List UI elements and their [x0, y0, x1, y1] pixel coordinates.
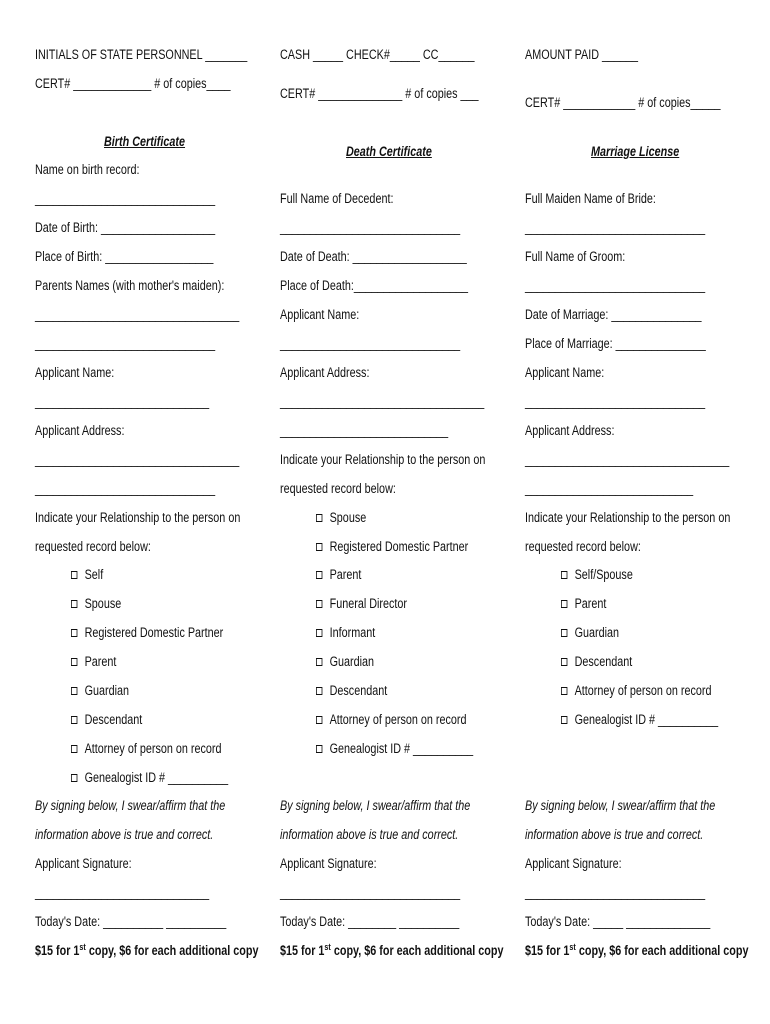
option-label: Spouse — [84, 596, 122, 611]
swear-statement-1: By signing below, I swear/affirm that the — [525, 798, 716, 813]
option-label: Informant — [329, 625, 376, 640]
option-label: Parent — [84, 654, 117, 669]
applicant-address-line-2[interactable]: ______________________________ — [35, 481, 216, 496]
applicant-name-label: Applicant Name: — [280, 307, 360, 322]
checkbox-icon[interactable] — [561, 571, 567, 579]
place-of-birth-field[interactable]: Place of Birth: __________________ — [35, 249, 214, 264]
name-on-birth-record-line[interactable]: ______________________________ — [35, 191, 216, 206]
date-of-birth-field[interactable]: Date of Birth: ___________________ — [35, 220, 216, 235]
applicant-name-line[interactable]: ______________________________ — [525, 394, 706, 409]
checkbox-icon[interactable] — [316, 745, 322, 753]
fee-sup: st — [569, 942, 576, 952]
checkbox-icon[interactable] — [316, 543, 322, 551]
option-attorney[interactable] — [561, 683, 711, 699]
full-name-decedent-label: Full Name of Decedent: — [280, 191, 394, 206]
option-parent[interactable] — [71, 654, 116, 670]
option-label: Attorney of person on record — [574, 683, 712, 698]
applicant-address-line-2[interactable]: ____________________________ — [525, 481, 694, 496]
relationship-instruction: Indicate your Relationship to the person on — [280, 452, 486, 467]
option-label: Descendant — [329, 683, 388, 698]
option-guardian[interactable] — [561, 625, 619, 641]
option-label: Registered Domestic Partner — [329, 539, 469, 554]
applicant-name-label: Applicant Name: — [525, 365, 605, 380]
option-registered-domestic-partner[interactable] — [316, 539, 468, 555]
option-label: Descendant — [574, 654, 633, 669]
applicant-signature-label: Applicant Signature: — [280, 856, 377, 871]
checkbox-icon[interactable] — [316, 629, 322, 637]
swear-statement-2: information above is true and correct. — [280, 827, 459, 842]
applicant-signature-label: Applicant Signature: — [525, 856, 622, 871]
amount-paid: AMOUNT PAID ______ — [525, 47, 639, 62]
checkbox-icon[interactable] — [71, 658, 77, 666]
checkbox-icon[interactable] — [316, 571, 322, 579]
option-spouse[interactable] — [316, 510, 366, 526]
option-label: Self — [84, 567, 104, 582]
option-label: Genealogist ID # __________ — [574, 712, 719, 727]
relationship-instruction-cont: requested record below: — [35, 539, 151, 554]
option-attorney[interactable] — [71, 741, 221, 757]
swear-statement-1: By signing below, I swear/affirm that the — [35, 798, 226, 813]
option-guardian[interactable] — [316, 654, 374, 670]
option-label: Genealogist ID # __________ — [329, 741, 474, 756]
name-on-birth-record-label: Name on birth record: — [35, 162, 140, 177]
option-genealogist[interactable] — [71, 770, 228, 786]
todays-date-field[interactable]: Today's Date: _____ ______________ — [525, 914, 711, 929]
swear-statement-2: information above is true and correct. — [525, 827, 704, 842]
applicant-address-label: Applicant Address: — [525, 423, 615, 438]
full-name-decedent-line[interactable]: ______________________________ — [280, 220, 461, 235]
option-descendant[interactable] — [71, 712, 142, 728]
applicant-address-line-1[interactable]: __________________________________ — [525, 452, 730, 467]
maiden-name-bride-label: Full Maiden Name of Bride: — [525, 191, 656, 206]
marriage-license-title: Marriage License — [591, 144, 680, 159]
option-label: Parent — [329, 567, 362, 582]
applicant-address-line-2[interactable]: ____________________________ — [280, 423, 449, 438]
parents-names-line-1[interactable]: __________________________________ — [35, 307, 240, 322]
place-of-death-field[interactable]: Place of Death:___________________ — [280, 278, 468, 293]
parents-names-label: Parents Names (with mother's maiden): — [35, 278, 225, 293]
fee-text: $15 for 1 — [35, 943, 80, 958]
fee-text: copy, $6 for each additional copy — [575, 943, 749, 958]
checkbox-icon[interactable] — [316, 716, 322, 724]
relationship-instruction-cont: requested record below: — [280, 481, 396, 496]
name-of-groom-line[interactable]: ______________________________ — [525, 278, 706, 293]
checkbox-icon[interactable] — [561, 658, 567, 666]
option-spouse[interactable] — [71, 596, 121, 612]
name-of-groom-label: Full Name of Groom: — [525, 249, 626, 264]
option-genealogist[interactable] — [316, 741, 473, 757]
death-certificate-title: Death Certificate — [346, 144, 432, 159]
applicant-address-label: Applicant Address: — [35, 423, 125, 438]
option-label: Guardian — [574, 625, 620, 640]
checkbox-icon[interactable] — [71, 629, 77, 637]
place-of-marriage-field[interactable]: Place of Marriage: _______________ — [525, 336, 706, 351]
birth-certificate-title: Birth Certificate — [104, 134, 186, 149]
checkbox-icon[interactable] — [71, 600, 77, 608]
option-attorney[interactable] — [316, 712, 466, 728]
checkbox-icon[interactable] — [316, 687, 322, 695]
option-descendant[interactable] — [561, 654, 632, 670]
applicant-signature-line[interactable]: ______________________________ — [280, 885, 461, 900]
applicant-name-line[interactable]: _____________________________ — [35, 394, 210, 409]
option-label: Parent — [574, 596, 607, 611]
checkbox-icon[interactable] — [316, 600, 322, 608]
parents-names-line-2[interactable]: ______________________________ — [35, 336, 216, 351]
fee-note — [525, 943, 748, 959]
fee-sup: st — [79, 942, 86, 952]
checkbox-icon[interactable] — [71, 745, 77, 753]
checkbox-icon[interactable] — [71, 716, 77, 724]
todays-date-field[interactable]: Today's Date: ________ __________ — [280, 914, 460, 929]
option-registered-domestic-partner[interactable] — [71, 625, 223, 641]
applicant-name-line[interactable]: ______________________________ — [280, 336, 461, 351]
option-label: Self/Spouse — [574, 567, 633, 582]
option-label: Spouse — [329, 510, 367, 525]
initials-state-personnel: INITIALS OF STATE PERSONNEL _______ — [35, 47, 248, 62]
todays-date-field[interactable]: Today's Date: __________ __________ — [35, 914, 227, 929]
fee-sup: st — [324, 942, 331, 952]
checkbox-icon[interactable] — [561, 687, 567, 695]
option-label: Registered Domestic Partner — [84, 625, 224, 640]
fee-note — [35, 943, 258, 959]
applicant-address-line-1[interactable]: __________________________________ — [35, 452, 240, 467]
swear-statement-1: By signing below, I swear/affirm that the — [280, 798, 471, 813]
applicant-signature-line[interactable]: ______________________________ — [525, 885, 706, 900]
option-funeral-director[interactable] — [316, 596, 407, 612]
checkbox-icon[interactable] — [316, 514, 322, 522]
applicant-address-line-1[interactable]: __________________________________ — [280, 394, 485, 409]
fee-text: copy, $6 for each additional copy — [330, 943, 504, 958]
option-self[interactable] — [71, 567, 103, 583]
option-genealogist[interactable] — [561, 712, 718, 728]
payment-method: CASH _____ CHECK#_____ CC______ — [280, 47, 475, 62]
relationship-instruction-cont: requested record below: — [525, 539, 641, 554]
option-label: Attorney of person on record — [329, 712, 467, 727]
option-label: Attorney of person on record — [84, 741, 222, 756]
checkbox-icon[interactable] — [561, 600, 567, 608]
applicant-signature-label: Applicant Signature: — [35, 856, 132, 871]
option-label: Guardian — [329, 654, 375, 669]
option-label: Guardian — [84, 683, 130, 698]
fee-text: $15 for 1 — [525, 943, 570, 958]
fee-text: copy, $6 for each additional copy — [85, 943, 259, 958]
checkbox-icon[interactable] — [561, 716, 567, 724]
maiden-name-bride-line[interactable]: ______________________________ — [525, 220, 706, 235]
checkbox-icon[interactable] — [71, 687, 77, 695]
cert-copies-birth: CERT# _____________ # of copies____ — [35, 76, 231, 91]
cert-copies-marriage: CERT# ____________ # of copies_____ — [525, 95, 721, 110]
date-of-marriage-field[interactable]: Date of Marriage: _______________ — [525, 307, 702, 322]
option-descendant[interactable] — [316, 683, 387, 699]
option-parent[interactable] — [316, 567, 361, 583]
checkbox-icon[interactable] — [71, 571, 77, 579]
option-guardian[interactable] — [71, 683, 129, 699]
fee-text: $15 for 1 — [280, 943, 325, 958]
checkbox-icon[interactable] — [316, 658, 322, 666]
checkbox-icon[interactable] — [561, 629, 567, 637]
swear-statement-2: information above is true and correct. — [35, 827, 214, 842]
option-label: Genealogist ID # __________ — [84, 770, 229, 785]
option-informant[interactable] — [316, 625, 375, 641]
option-self-spouse[interactable] — [561, 567, 633, 583]
relationship-instruction: Indicate your Relationship to the person on — [35, 510, 241, 525]
cert-copies-death: CERT# ______________ # of copies ___ — [280, 86, 479, 101]
relationship-instruction: Indicate your Relationship to the person on — [525, 510, 731, 525]
fee-note — [280, 943, 503, 959]
option-label: Funeral Director — [329, 596, 408, 611]
date-of-death-field[interactable]: Date of Death: ___________________ — [280, 249, 467, 264]
applicant-signature-line[interactable]: _____________________________ — [35, 885, 210, 900]
option-parent[interactable] — [561, 596, 606, 612]
applicant-name-label: Applicant Name: — [35, 365, 115, 380]
checkbox-icon[interactable] — [71, 774, 77, 782]
applicant-address-label: Applicant Address: — [280, 365, 370, 380]
option-label: Descendant — [84, 712, 143, 727]
